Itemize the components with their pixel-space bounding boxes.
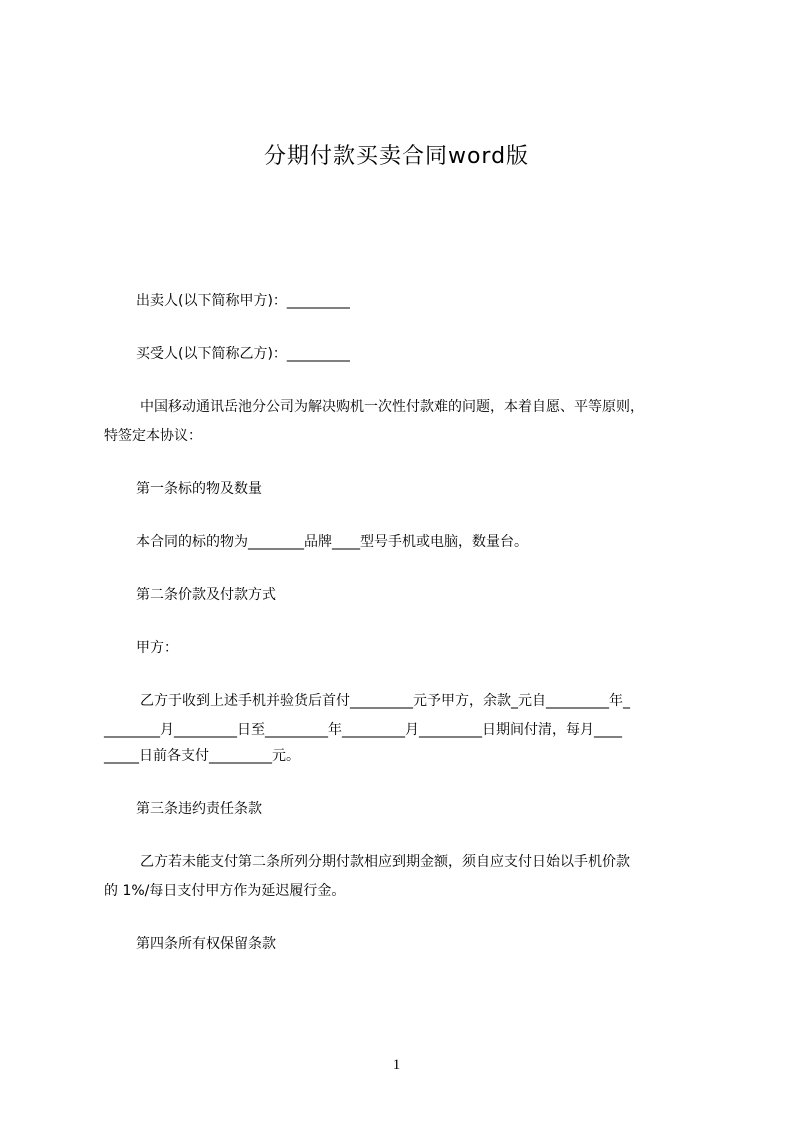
article-1-body: 本合同的标的物为________品牌____型号手机或电脑，数量台。 bbox=[136, 534, 528, 550]
article-2-body-line-1: 乙方于收到上述手机并验货后首付_________元予甲方，余款_元自_________年_ bbox=[140, 693, 630, 709]
article-3-body-line-1: 乙方若未能支付第二条所列分期付款相应到期金额，须自应支付日始以手机价款 bbox=[140, 854, 630, 870]
intro-paragraph-line-2: 特签定本协议： bbox=[104, 428, 202, 444]
seller-line: 出卖人(以下简称甲方)：_________ bbox=[136, 293, 350, 309]
article-2-body-line-3: _____日前各支付_________元。 bbox=[104, 748, 300, 764]
buyer-line: 买受人(以下简称乙方)：_________ bbox=[136, 346, 350, 362]
article-4-heading: 第四条所有权保留条款 bbox=[136, 936, 276, 952]
page-number: 1 bbox=[392, 1057, 401, 1073]
article-2-heading: 第二条价款及付款方式 bbox=[136, 587, 276, 603]
document-title: 分期付款买卖合同word版 bbox=[263, 144, 530, 169]
article-1-heading: 第一条标的物及数量 bbox=[136, 481, 262, 497]
article-2-body-line-2: ________月_________日至_________年_________月_________日期间付清，每月____ bbox=[104, 722, 622, 738]
article-3-body-line-2: 的 1%/每日支付甲方作为延迟履行金。 bbox=[104, 883, 346, 899]
article-3-heading: 第三条违约责任条款 bbox=[136, 801, 262, 817]
intro-paragraph-line-1: 中国移动通讯岳池分公司为解决购机一次性付款难的问题，本着自愿、平等原则， bbox=[140, 399, 644, 415]
party-a-label: 甲方： bbox=[136, 640, 178, 656]
